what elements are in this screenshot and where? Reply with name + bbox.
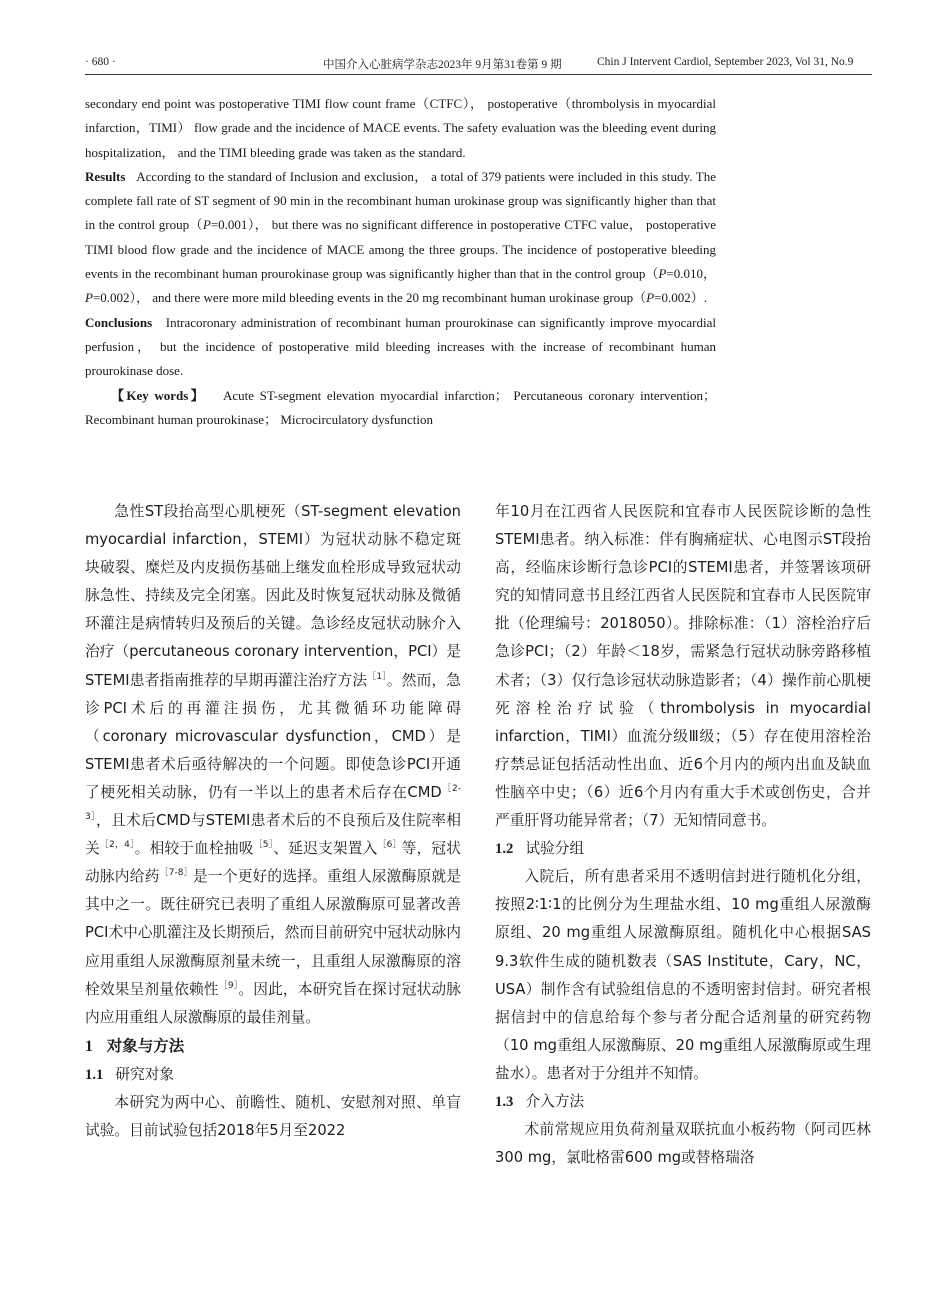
header-rule bbox=[85, 74, 872, 75]
journal-title-cn: 中国介入心脏病学杂志2023年 9月第31卷第 9 期 bbox=[323, 59, 562, 71]
abstract-keywords bbox=[85, 384, 716, 433]
citation: ［1］ bbox=[367, 671, 387, 682]
abstract-results: Results According to the standard of Inclusion and exclusion， a total of 379 patients were included in this study. The complete fall rate of ST segment of 90 min in the recombinant human urokinase group was significantly higher than that in the control group（P=0.001）， but there was no significant difference in postoperative CTFC value， postoperative TIMI blood flow grade and the incidence of MACE among the three groups. The incidence of postoperative bleeding events in the recombinant human prourokinase group was significantly higher than that in the control group（P=0.010，P=0.002）， and there were more mild bleeding events in the 20 mg recombinant human urokinase group（P=0.002）. bbox=[85, 168, 716, 306]
abstract-conclusions: Conclusions Intracoronary administration of recombinant human prourokinase can significantly improve myocardial perfusion， but the incidence of postoperative mild bleeding increases with the increase of recombinant human prourokinase dose. bbox=[85, 314, 717, 379]
citation: ［9］ bbox=[218, 980, 239, 991]
section-1-1-text: 本研究为两中心、前瞻性、随机、安慰剂对照、单盲试验。目前试验包括2018年5月至2022 bbox=[85, 1093, 461, 1140]
section-1-3-text: 术前常规应用负荷剂量双联抗血小板药物（阿司匹林300 mg，氯吡格雷600 mg或替格瑞洛 bbox=[495, 1121, 871, 1167]
keywords-label: 【Key words】 bbox=[111, 387, 207, 403]
citation: ［2，4］ bbox=[99, 840, 135, 851]
section-heading-1: 1 对象与方法 bbox=[85, 1036, 185, 1055]
citation: ［5］ bbox=[253, 840, 274, 851]
right-column bbox=[495, 498, 871, 1172]
citation: ［7-8］ bbox=[159, 868, 193, 879]
section-heading-1-3: 1.3 介入方法 bbox=[495, 1092, 585, 1110]
keywords-text: Acute ST-segment elevation myocardial infarction； Percutaneous coronary intervention； Recombinant human prourokinase； Microcirculatory dysfunction bbox=[85, 387, 716, 427]
citation: ［2-3］ bbox=[85, 783, 461, 823]
section-1-2-text: 入院后，所有患者采用不透明信封进行随机化分组，按照2∶1∶1的比例分为生理盐水组、10 mg重组人尿激酶原组、20 mg重组人尿激酶原组。随机化中心根据SAS 9.3软件生成的随机数表（SAS Institute，Cary，NC，USA）制作含有试验组信息的不透明密封信封。研究者根据信封中的信息给每个参与者分配合适剂量的研究药物（10 mg重组人尿激酶原、20 mg重组人尿激酶原或生理盐水）。患者对于分组并不知情。 bbox=[495, 868, 871, 1082]
conclusions-label: Conclusions bbox=[85, 314, 153, 330]
section-heading-1-2: 1.2 试验分组 bbox=[495, 840, 585, 858]
citation: ［6］ bbox=[377, 840, 402, 851]
section-1-1-continued: 年10月在江西省人民医院和宜春市人民医院诊断的急性STEMI患者。纳入标准：伴有胸痛症状、心电图示ST段抬高，经临床诊断行急诊PCI的STEMI患者，并签署该项研究的知情同意书且经江西省人民医院和宜春市人民医院审批（伦理编号：2018050）。排除标准：（1）溶栓治疗后急诊PCI；（2）年龄＜18岁，需紧急行冠状动脉旁路移植术者；（3）仅行急诊冠状动脉造影者；（4）操作前心肌梗死溶栓治疗试验（thrombolysis in myocardial infarction，TIMI）血流分级Ⅲ级；（5）存在使用溶栓治疗禁忌证包括活动性出血、近6个月内的颅内出血及缺血性脑卒中史；（6）近6个月内有重大手术或创伤史，合并严重肝肾功能异常者；（7）无知情同意书。 bbox=[495, 503, 871, 830]
journal-title-en: Chin J Intervent Cardiol, September 2023, Vol 31, No.9 bbox=[597, 56, 854, 68]
abstract-methods-tail: secondary end point was postoperative TIMI flow count frame（CTFC）， postoperative（thrombolysis in myocardial infarction，TIMI） flow grade and the incidence of MACE events. The safety evaluation was the bleeding event during hospitalization， and the TIMI bleeding grade was taken as the standard. bbox=[85, 96, 716, 160]
results-label: Results bbox=[85, 168, 126, 184]
intro-paragraph: 急性ST段抬高型心肌梗死（ST-segment elevation myocardial infarction，STEMI）为冠状动脉不稳定斑块破裂、糜烂及内皮损伤基础上继发血栓形成导致冠状动脉急性、持续及完全闭塞。因此及时恢复冠状动脉及微循环灌注是病情转归及预后的关键。急诊经皮冠状动脉介入治疗（percutaneous coronary intervention，PCI）是STEMI患者指南推荐的早期再灌注治疗方法$^{[1]}$。然而，急诊PCI术后的再灌注损伤，尤其微循环功能障碍（coronary microvascular dysfunction，CMD）是STEMI患者术后亟待解决的一个问题。即使急诊PCI开通了梗死相关动脉，仍有一半以上的患者术后存在$CMD^{[2-3]}$，且术后CMD与STEMI患者术后的不良预后及住院率相关$^{[2,4]}$。相较于血栓抽吸$^{[5]}$、延迟支架置入$^{[6]}$等，冠状动脉内给药$^{[7-8]}$是一个更好的选择。重组人尿激酶原就是其中之一。既往研究已表明了重组人尿激酶原可显著改善PCI术中心肌灌注及长期预后，然而目前研究中冠状动脉内应用重组人尿激酶原剂量未统一，且重组人尿激酶原的溶栓效果呈剂量依赖性$^{[9]}$。因此，本研究旨在探讨冠状动脉内应用重组人尿激酶原的最佳剂量。 bbox=[85, 503, 461, 1026]
section-heading-1-1: 1.1 研究对象 bbox=[85, 1065, 175, 1083]
left-column bbox=[85, 498, 461, 1145]
english-abstract bbox=[85, 92, 716, 432]
page-number: · 680 · bbox=[85, 56, 116, 68]
